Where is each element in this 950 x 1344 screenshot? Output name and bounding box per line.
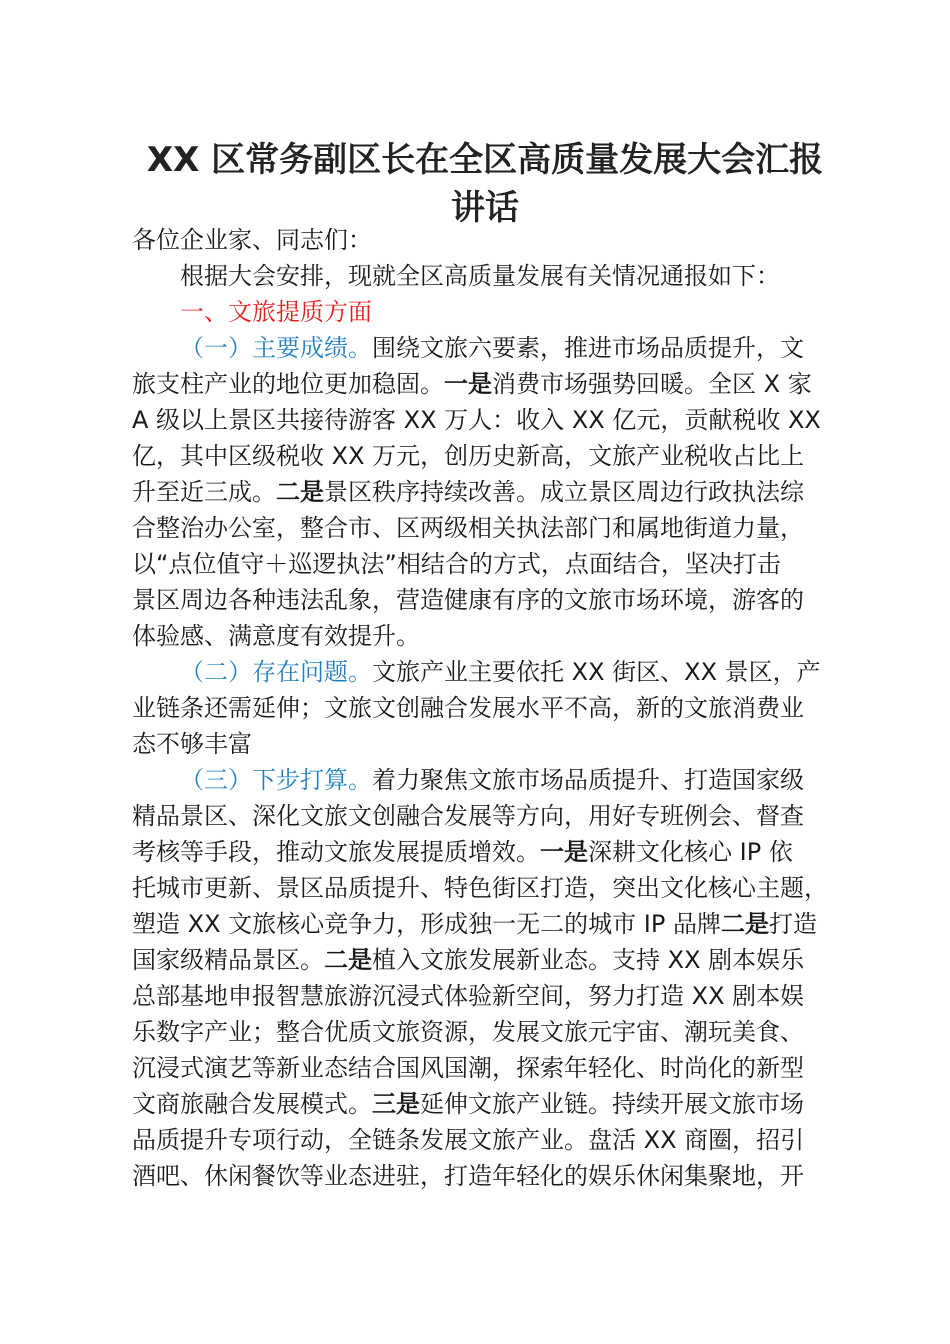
salutation: 各位企业家、同志们： xyxy=(132,226,372,254)
paragraph-text: 植入文旅发展新业态。支持 XX 剧本娱乐 xyxy=(372,946,805,974)
paragraph-text: 着力聚焦文旅市场品质提升、打造国家级 xyxy=(372,766,804,794)
paragraph-text: 国家级精品景区。 xyxy=(132,946,324,974)
paragraph-text: 打造 xyxy=(768,910,817,938)
paragraph-text: 托城市更新、景区品质提升、特色街区打造，突出文化核心主题， xyxy=(132,874,828,902)
paragraph-text: 文旅产业主要依托 XX 街区、XX 景区，产 xyxy=(372,658,821,686)
paragraph-text: 升至近三成。 xyxy=(132,478,276,506)
emphasis-text: 三是 xyxy=(372,1090,420,1118)
paragraph-text: 文商旅融合发展模式。 xyxy=(132,1090,372,1118)
paragraph-text: 围绕文旅六要素，推进市场品质提升，文 xyxy=(372,334,804,362)
paragraph-problems xyxy=(132,654,862,762)
paragraph-text: 考核等手段，推动文旅发展提质增效。 xyxy=(132,838,540,866)
document-body xyxy=(132,222,862,1194)
paragraph-text: 深耕文化核心 IP 依 xyxy=(588,838,793,866)
paragraph-text: 亿，其中区级税收 XX 万元，创历史新高，文旅产业税收占比上 xyxy=(132,442,805,470)
emphasis-text: 二是 xyxy=(276,478,324,506)
section-heading: 一、文旅提质方面 xyxy=(180,298,372,326)
paragraph-text: 业链条还需延伸；文旅文创融合发展水平不高，新的文旅消费业 xyxy=(132,694,804,722)
paragraph-text: 延伸文旅产业链。持续开展文旅市场 xyxy=(420,1090,804,1118)
paragraph-text: 沉浸式演艺等新业态结合国风国潮，探索年轻化、时尚化的新型 xyxy=(132,1054,804,1082)
paragraph-text: 品质提升专项行动，全链条发展文旅产业。盘活 XX 商圈，招引 xyxy=(132,1126,805,1154)
paragraph-text: 景区周边各种违法乱象，营造健康有序的文旅市场环境，游客的 xyxy=(132,586,804,614)
emphasis-text: 一是 xyxy=(540,838,588,866)
emphasis-text: 二是 xyxy=(324,946,372,974)
paragraph-text: 酒吧、休闲餐饮等业态进驻，打造年轻化的娱乐休闲集聚地，开 xyxy=(132,1162,804,1190)
paragraph-text: 总部基地申报智慧旅游沉浸式体验新空间，努力打造 XX 剧本娱 xyxy=(132,982,805,1010)
paragraph-label: （三）下步打算。 xyxy=(180,766,372,794)
paragraph-label: （二）存在问题。 xyxy=(180,658,372,686)
document-title xyxy=(120,136,850,232)
title-line-2: 讲话 xyxy=(451,188,519,228)
paragraph-text: A 级以上景区共接待游客 XX 万人：收入 XX 亿元，贡献税收 XX xyxy=(132,406,821,434)
paragraph-text: 精品景区、深化文旅文创融合发展等方向，用好专班例会、督查 xyxy=(132,802,804,830)
paragraph-text: 消费市场强势回暖。全区 X 家 xyxy=(492,370,812,398)
paragraph-text: 景区秩序持续改善。成立景区周边行政执法综 xyxy=(324,478,804,506)
intro-paragraph: 根据大会安排，现就全区高质量发展有关情况通报如下： xyxy=(180,262,780,290)
paragraph-label: （一）主要成绩。 xyxy=(180,334,372,362)
paragraph-text: 乐数字产业；整合优质文旅资源，发展文旅元宇宙、潮玩美食、 xyxy=(132,1018,804,1046)
paragraph-text: 态不够丰富 xyxy=(132,730,252,758)
emphasis-text: 二是 xyxy=(720,910,769,938)
paragraph-text: 体验感、满意度有效提升。 xyxy=(132,622,420,650)
paragraph-text: 合整治办公室，整合市、区两级相关执法部门和属地街道力量， xyxy=(132,514,804,542)
paragraph-achievements xyxy=(132,330,862,654)
paragraph-text: 以“点位值守＋巡逻执法”相结合的方式，点面结合，坚决打击 xyxy=(132,550,781,578)
paragraph-text: 旅支柱产业的地位更加稳固。 xyxy=(132,370,444,398)
paragraph-next-steps xyxy=(132,762,862,1194)
emphasis-text: 一是 xyxy=(444,370,492,398)
paragraph-text: 塑造 XX 文旅核心竞争力，形成独一无二的城市 IP 品牌 xyxy=(132,910,721,938)
title-line-1: XX 区常务副区长在全区高质量发展大会汇报 xyxy=(146,140,824,180)
